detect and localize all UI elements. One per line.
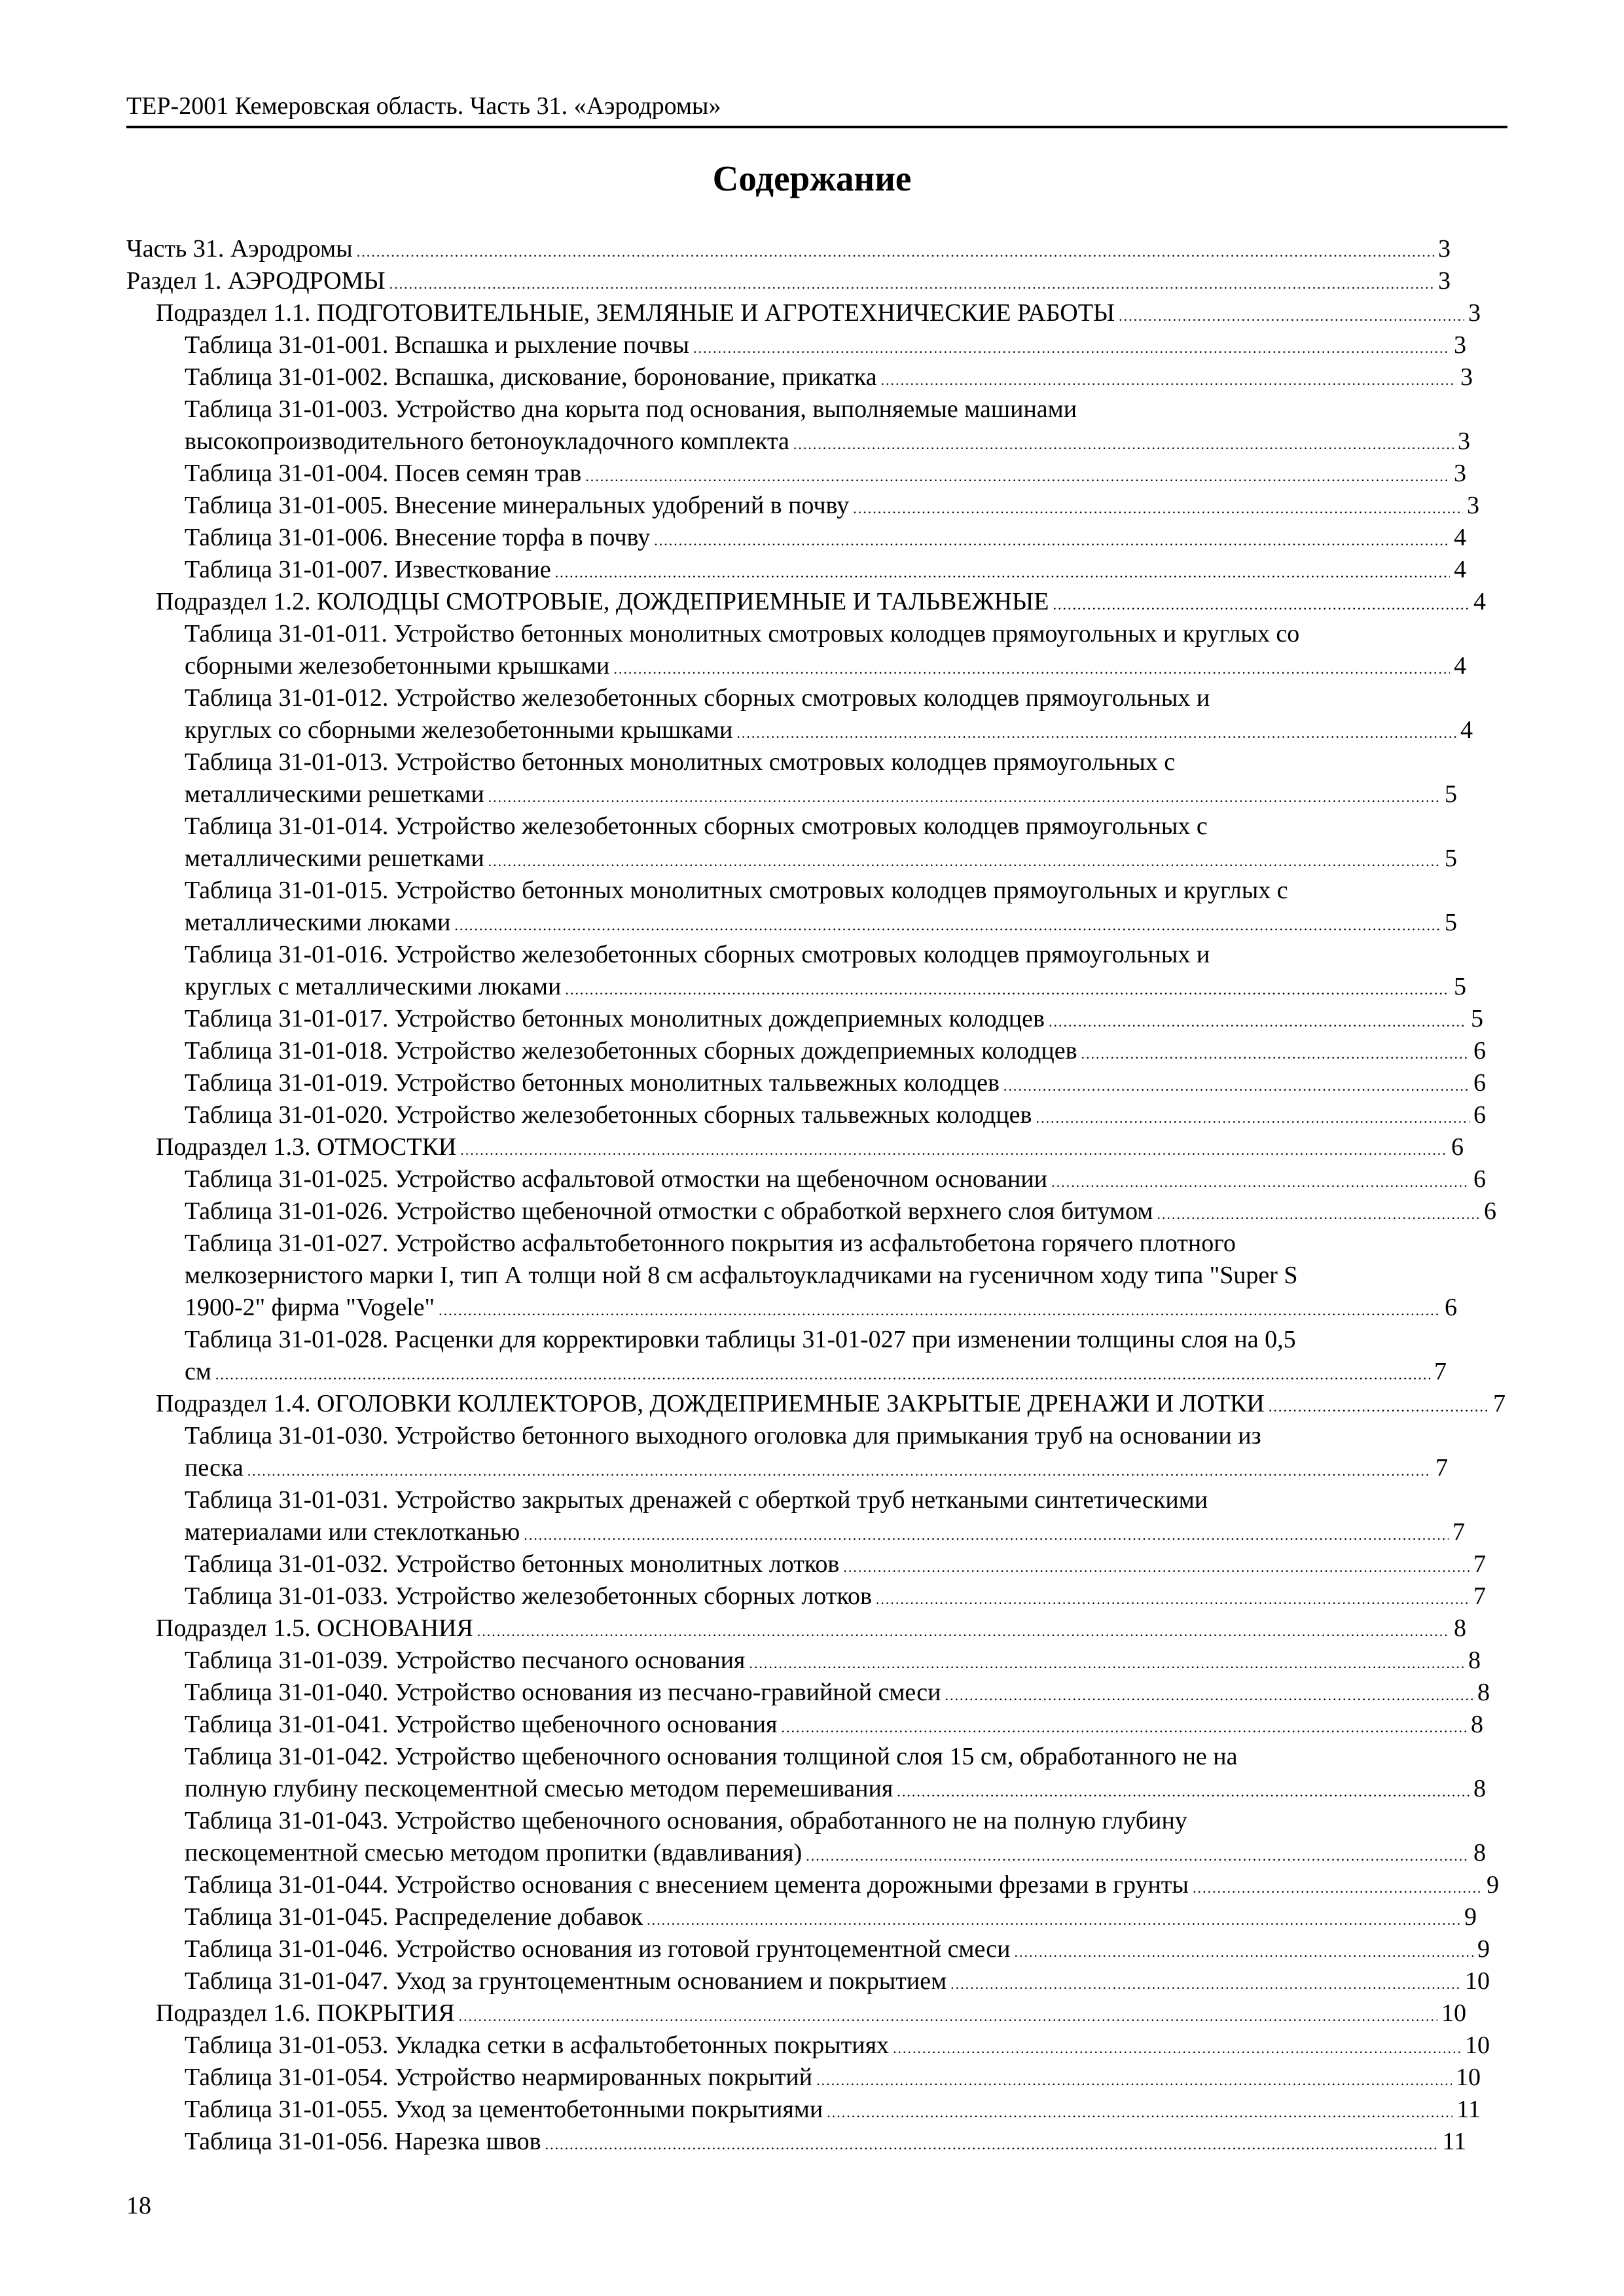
toc-entry-title: Таблица 31-01-012. Устройство железобетонных сборных смотровых колодцев прямоугольных и <box>185 684 1210 712</box>
toc-leader-dots <box>1157 1198 1480 1230</box>
toc-leader-dots <box>555 556 1450 589</box>
toc-entry-title: Таблица 31-01-030. Устройство бетонного выходного оголовка для примыкания труб на основании из <box>185 1422 1261 1449</box>
toc-entry-title: Таблица 31-01-044. Устройство основания с внесением цемента дорожными фрезами в грунты <box>185 1871 1189 1899</box>
toc-page-number: 5 <box>1454 973 1466 1000</box>
toc-entry-continued <box>185 875 1288 907</box>
toc-entry[interactable] <box>156 297 1481 329</box>
toc-page-number: 3 <box>1467 492 1479 519</box>
toc-entry-title: Таблица 31-01-042. Устройство щебеночного основания толщиной слоя 15 см, обработанного не на <box>185 1743 1238 1770</box>
toc-entry[interactable] <box>185 1709 1483 1741</box>
toc-entry[interactable] <box>185 1580 1486 1613</box>
toc-entry[interactable] <box>185 554 1466 586</box>
toc-entry-title: Таблица 31-01-053. Укладка сетки в асфальтобетонных покрытиях <box>185 2032 890 2059</box>
toc-entry-continued <box>185 746 1175 778</box>
toc-entry-title: Таблица 31-01-015. Устройство бетонных монолитных смотровых колодцев прямоугольных и круглых с <box>185 877 1288 904</box>
toc-page-number: 8 <box>1477 1679 1490 1706</box>
toc-entry-title: Таблица 31-01-014. Устройство железобетонных сборных смотровых колодцев прямоугольных с <box>185 812 1208 840</box>
toc-page-number: 3 <box>1438 235 1451 263</box>
toc-entry-title: Таблица 31-01-025. Устройство асфальтовой отмостки на щебеночном основании <box>185 1165 1048 1193</box>
toc-entry-title: мелкозернистого марки I, тип А толщи ной 8 см асфальтоукладчиками на гусеничном ходу типа "Super S <box>185 1262 1298 1289</box>
toc-entry[interactable] <box>185 2094 1481 2126</box>
toc-entry-title: Подраздел 1.1. ПОДГОТОВИТЕЛЬНЫЕ, ЗЕМЛЯНЫЕ И АГРОТЕХНИЧЕСКИЕ РАБОТЫ <box>156 299 1115 327</box>
toc-entry-continued <box>185 1741 1238 1773</box>
toc-entry[interactable] <box>185 1901 1477 1933</box>
toc-entry-title: высокопроизводительного бетоноукладочного комплекта <box>185 428 789 455</box>
toc-page-number: 6 <box>1473 1165 1486 1193</box>
toc-leader-dots <box>613 653 1450 685</box>
toc-page-number: 11 <box>1442 2128 1466 2155</box>
toc-entry[interactable] <box>185 522 1466 554</box>
toc-leader-dots <box>893 2032 1461 2064</box>
toc-leader-dots <box>460 1134 1447 1166</box>
toc-entry[interactable] <box>185 2126 1466 2158</box>
toc-entry-continued <box>185 1260 1298 1292</box>
toc-entry-title: Таблица 31-01-047. Уход за грунтоцементным основанием и покрытием <box>185 1967 947 1995</box>
toc-entry[interactable] <box>185 1292 1457 1324</box>
toc-page-number: 10 <box>1456 2064 1481 2091</box>
toc-leader-dots <box>793 428 1454 460</box>
toc-entry-title: Таблица 31-01-045. Распределение добавок <box>185 1903 643 1931</box>
toc-entry[interactable] <box>185 1837 1486 1869</box>
toc-page-number: 5 <box>1471 1005 1483 1032</box>
toc-entry[interactable] <box>185 1773 1486 1805</box>
toc-page-number: 4 <box>1454 524 1466 551</box>
toc-entry-title: пескоцементной смесью методом пропитки (вдавливания) <box>185 1839 803 1867</box>
toc-page-number: 6 <box>1484 1197 1496 1225</box>
toc-leader-dots <box>1015 1936 1474 1968</box>
toc-entry-title: Таблица 31-01-005. Внесение минеральных удобрений в почву <box>185 492 850 519</box>
toc-leader-dots <box>459 2000 1437 2032</box>
toc-entry-title: Таблица 31-01-013. Устройство бетонных монолитных смотровых колодцев прямоугольных с <box>185 748 1176 776</box>
toc-entry-continued <box>185 1484 1208 1516</box>
toc-entry-title: Таблица 31-01-039. Устройство песчаного основания <box>185 1647 746 1674</box>
toc-page-number: 3 <box>1458 428 1470 455</box>
toc-entry-title: Таблица 31-01-046. Устройство основания из готовой грунтоцементной смеси <box>185 1935 1011 1963</box>
toc-entry[interactable] <box>126 233 1451 265</box>
toc-entry[interactable] <box>185 1099 1486 1131</box>
toc-entry[interactable] <box>185 1677 1490 1709</box>
toc-leader-dots <box>565 974 1450 1006</box>
toc-page-number: 3 <box>1454 331 1466 359</box>
toc-leader-dots <box>1053 589 1470 621</box>
toc-entry-title: 1900-2" фирма "Vogele" <box>185 1294 435 1321</box>
toc-entry-continued <box>185 1324 1296 1356</box>
toc-entry-title: Таблица 31-01-032. Устройство бетонных монолитных лотков <box>185 1550 840 1578</box>
page-number: 18 <box>126 2192 151 2219</box>
toc-entry-title: Подраздел 1.6. ПОКРЫТИЯ <box>156 1999 455 2027</box>
toc-entry-title: круглых с металлическими люками <box>185 973 562 1000</box>
toc-entry-title: Подраздел 1.2. КОЛОДЦЫ СМОТРОВЫЕ, ДОЖДЕПРИЕМНЫЕ И ТАЛЬВЕЖНЫЕ <box>156 588 1049 615</box>
toc-entry-title: Таблица 31-01-033. Устройство железобетонных сборных лотков <box>185 1582 872 1610</box>
toc-entry-title: Часть 31. Аэродромы <box>126 235 353 263</box>
toc-leader-dots <box>585 460 1450 492</box>
toc-page-number: 9 <box>1464 1903 1477 1931</box>
toc-page-number: 8 <box>1468 1647 1481 1674</box>
toc-page-number: 10 <box>1441 1999 1466 2027</box>
toc-entry[interactable] <box>185 843 1457 875</box>
toc-leader-dots <box>950 1968 1461 2000</box>
toc-leader-dots <box>247 1455 1432 1487</box>
toc-entry-title: Таблица 31-01-002. Вспашка, дискование, боронование, прикатка <box>185 363 877 391</box>
toc-leader-dots <box>827 2096 1453 2128</box>
toc-entry[interactable] <box>185 426 1470 458</box>
toc-entry-title: Таблица 31-01-003. Устройство дна корыта под основания, выполняемые машинами <box>185 395 1077 423</box>
toc-entry-title: металлическими люками <box>185 909 451 936</box>
toc-page-number: 6 <box>1473 1037 1486 1065</box>
toc-page-number: 9 <box>1477 1935 1490 1963</box>
toc-leader-dots <box>654 524 1450 556</box>
toc-leader-dots <box>524 1519 1449 1551</box>
toc-entry-title: круглых со сборными железобетонными крышками <box>185 716 733 744</box>
toc-leader-dots <box>545 2128 1439 2160</box>
toc-entry[interactable] <box>185 714 1473 746</box>
toc-page-number: 8 <box>1471 1711 1483 1738</box>
toc-page-number: 6 <box>1473 1101 1486 1129</box>
toc-leader-dots <box>1269 1391 1489 1423</box>
toc-entry[interactable] <box>185 458 1466 490</box>
toc-page-number: 8 <box>1473 1775 1486 1802</box>
toc-page-number: 10 <box>1465 1967 1490 1995</box>
toc-entry-continued <box>185 811 1208 843</box>
toc-entry[interactable] <box>156 1388 1506 1420</box>
toc-entry-title: Таблица 31-01-026. Устройство щебеночной отмостки с обработкой верхнего слоя битумом <box>185 1197 1153 1225</box>
toc-page-number: 7 <box>1473 1550 1486 1578</box>
toc-entry-title: Таблица 31-01-020. Устройство железобетонных сборных тальвежных колодцев <box>185 1101 1032 1129</box>
toc-entry[interactable] <box>185 971 1466 1003</box>
toc-entry[interactable] <box>156 1131 1464 1163</box>
toc-leader-dots <box>439 1294 1441 1326</box>
toc-entry-title: Таблица 31-01-054. Устройство неармированных покрытий <box>185 2064 813 2091</box>
toc-entry-continued <box>185 618 1299 650</box>
toc-leader-dots <box>1051 1166 1470 1198</box>
toc-leader-dots <box>781 1711 1467 1743</box>
toc-leader-dots <box>945 1679 1473 1711</box>
toc-entry-title: Таблица 31-01-007. Известкование <box>185 556 551 583</box>
toc-entry[interactable] <box>185 329 1466 361</box>
toc-entry-continued <box>185 393 1077 426</box>
toc-entry[interactable] <box>185 1035 1486 1067</box>
toc-entry[interactable] <box>185 1195 1496 1228</box>
toc-leader-dots <box>1193 1872 1483 1904</box>
toc-entry-title: Таблица 31-01-011. Устройство бетонных монолитных смотровых колодцев прямоугольных и круглых со <box>185 620 1300 647</box>
toc-leader-dots <box>215 1358 1430 1391</box>
toc-entry-continued <box>185 1805 1187 1837</box>
toc-entry-title: Таблица 31-01-027. Устройство асфальтобетонного покрытия из асфальтобетона горячего плотного <box>185 1230 1236 1257</box>
toc-leader-dots <box>806 1840 1470 1872</box>
toc-entry-title: металлическими решетками <box>185 780 484 808</box>
toc-entry-title: Подраздел 1.5. ОСНОВАНИЯ <box>156 1614 473 1642</box>
toc-leader-dots <box>389 268 1434 300</box>
toc-entry-title: Подраздел 1.4. ОГОЛОВКИ КОЛЛЕКТОРОВ, ДОЖДЕПРИЕМНЫЕ ЗАКРЫТЫЕ ДРЕНАЖИ И ЛОТКИ <box>156 1390 1265 1417</box>
toc-entry[interactable] <box>185 1452 1448 1484</box>
toc-entry[interactable] <box>185 1645 1481 1677</box>
toc-page-number: 7 <box>1435 1454 1448 1482</box>
toc-entry-title: Раздел 1. АЭРОДРОМЫ <box>126 267 386 295</box>
toc-entry-title: Таблица 31-01-018. Устройство железобетонных сборных дождеприемных колодцев <box>185 1037 1077 1065</box>
toc-leader-dots <box>876 1583 1470 1615</box>
toc-entry[interactable] <box>185 1869 1499 1901</box>
toc-entry[interactable] <box>126 265 1451 297</box>
toc-leader-dots <box>736 717 1456 749</box>
toc-entry[interactable] <box>185 650 1466 682</box>
toc-entry-title: Таблица 31-01-001. Вспашка и рыхление почвы <box>185 331 689 359</box>
toc-entry-title: Таблица 31-01-056. Нарезка швов <box>185 2128 541 2155</box>
toc-page-number: 4 <box>1460 716 1473 744</box>
toc-entry[interactable] <box>185 361 1473 393</box>
toc-entry-continued <box>185 1420 1261 1452</box>
toc-entry-title: Таблица 31-01-040. Устройство основания из песчано-гравийной смеси <box>185 1679 941 1706</box>
toc-entry-title: полную глубину пескоцементной смесью методом перемешивания <box>185 1775 893 1802</box>
toc-page-number: 3 <box>1438 267 1451 295</box>
toc-entry[interactable] <box>185 1356 1447 1388</box>
page-title: Содержание <box>712 158 912 198</box>
toc-entry-title: материалами или стеклотканью <box>185 1518 520 1546</box>
toc-entry[interactable] <box>185 1965 1490 1997</box>
toc-page-number: 7 <box>1434 1358 1447 1385</box>
toc-entry-title: Таблица 31-01-041. Устройство щебеночного основания <box>185 1711 778 1738</box>
toc-entry-title: Таблица 31-01-004. Посев семян трав <box>185 460 582 487</box>
toc-page-number: 4 <box>1454 652 1466 680</box>
toc-leader-dots <box>454 909 1441 941</box>
toc-entry-continued <box>185 939 1210 971</box>
toc-page-number: 3 <box>1460 363 1473 391</box>
toc-page-number: 5 <box>1445 845 1457 872</box>
toc-entry-title: Таблица 31-01-016. Устройство железобетонных сборных смотровых колодцев прямоугольных и <box>185 941 1210 968</box>
toc-leader-dots <box>477 1615 1450 1647</box>
toc-entry[interactable] <box>185 1163 1486 1195</box>
toc-page-number: 10 <box>1465 2032 1490 2059</box>
toc-entry-continued <box>185 682 1210 714</box>
toc-page-number: 5 <box>1445 909 1457 936</box>
toc-entry-title: Таблица 31-01-017. Устройство бетонных монолитных дождеприемных колодцев <box>185 1005 1045 1032</box>
toc-entry-title: песка <box>185 1454 244 1482</box>
toc-entry[interactable] <box>185 1548 1486 1580</box>
toc-page-number: 4 <box>1473 588 1486 615</box>
toc-page-number: 6 <box>1445 1294 1457 1321</box>
toc-entry-title: Таблица 31-01-043. Устройство щебеночного основания, обработанного не на полную глубину <box>185 1807 1187 1834</box>
toc-entry[interactable] <box>185 2030 1490 2062</box>
toc-leader-dots <box>357 236 1434 268</box>
page-header: ТЕР-2001 Кемеровская область. Часть 31. «Аэродромы» <box>126 90 1507 128</box>
toc-entry-title: Таблица 31-01-055. Уход за цементобетонными покрытиями <box>185 2096 823 2123</box>
toc-leader-dots <box>1003 1070 1470 1102</box>
toc-entry-title: Таблица 31-01-019. Устройство бетонных монолитных тальвежных колодцев <box>185 1069 1000 1097</box>
toc-leader-dots <box>693 332 1450 364</box>
toc-entry[interactable] <box>185 490 1479 522</box>
toc-leader-dots <box>853 492 1463 524</box>
toc-entry[interactable] <box>185 1516 1465 1548</box>
toc-leader-dots <box>1036 1102 1470 1134</box>
toc-entry-title: Таблица 31-01-031. Устройство закрытых дренажей с оберткой труб неткаными синтетическими <box>185 1486 1208 1514</box>
toc-page-number: 6 <box>1473 1069 1486 1097</box>
toc-entry[interactable] <box>185 778 1457 811</box>
toc-leader-dots <box>1081 1038 1470 1070</box>
toc-page-number: 3 <box>1454 460 1466 487</box>
toc-entry[interactable] <box>185 1933 1490 1965</box>
toc-page-number: 7 <box>1493 1390 1506 1417</box>
toc-page-number: 4 <box>1454 556 1466 583</box>
toc-leader-dots <box>749 1647 1464 1679</box>
toc-leader-dots <box>1049 1006 1467 1038</box>
toc-leader-dots <box>647 1904 1460 1936</box>
toc-page-number: 8 <box>1454 1614 1466 1642</box>
toc-page-number: 3 <box>1468 299 1481 327</box>
toc-page-number: 7 <box>1453 1518 1465 1546</box>
toc-entry[interactable] <box>156 586 1486 618</box>
toc-page-number: 6 <box>1451 1133 1464 1161</box>
toc-entry-title: Таблица 31-01-006. Внесение торфа в почву <box>185 524 651 551</box>
toc-leader-dots <box>488 845 1441 877</box>
toc-entry-title: Подраздел 1.3. ОТМОСТКИ <box>156 1133 457 1161</box>
toc-leader-dots <box>816 2064 1452 2096</box>
toc-page-number: 5 <box>1445 780 1457 808</box>
toc-entry[interactable] <box>156 1613 1466 1645</box>
toc-entry-title: Таблица 31-01-028. Расценки для корректировки таблицы 31-01-027 при изменении толщины слоя на 0,5 <box>185 1326 1296 1353</box>
toc-leader-dots <box>1119 300 1464 332</box>
toc-entry[interactable] <box>156 1997 1466 2030</box>
toc-leader-dots <box>881 364 1457 396</box>
toc-entry[interactable] <box>185 1067 1486 1099</box>
toc-entry-continued <box>185 1228 1236 1260</box>
toc-leader-dots <box>488 781 1441 813</box>
toc-leader-dots <box>897 1776 1470 1808</box>
toc-entry[interactable] <box>185 907 1457 939</box>
toc-page-number: 8 <box>1473 1839 1486 1867</box>
toc-entry[interactable] <box>185 1003 1483 1035</box>
toc-entry[interactable] <box>185 2062 1481 2094</box>
toc-leader-dots <box>843 1551 1470 1583</box>
toc-entry-title: металлическими решетками <box>185 845 484 872</box>
toc-page-number: 9 <box>1487 1871 1499 1899</box>
toc-page-number: 7 <box>1473 1582 1486 1610</box>
toc-page-number: 11 <box>1456 2096 1481 2123</box>
toc-entry-title: сборными железобетонными крышками <box>185 652 610 680</box>
toc-entry-title: см <box>185 1358 211 1385</box>
